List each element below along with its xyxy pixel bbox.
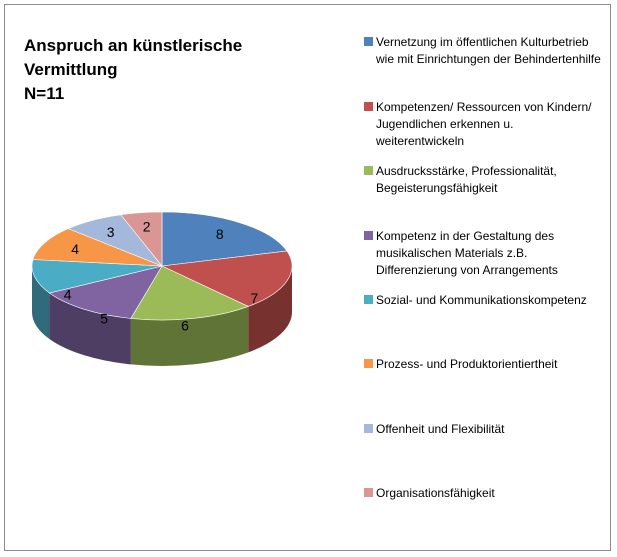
chart-title-line-2: Vermittlung [24, 60, 118, 79]
legend-swatch [364, 166, 373, 175]
legend-label: Ausdrucksstärke, Professionalität, Begeisterungsfähigkeit [376, 164, 557, 195]
chart-title-line-3: N=11 [24, 84, 65, 103]
legend-label: Sozial- und Kommunikationskompetenz [376, 293, 587, 307]
pie-data-label: 4 [63, 286, 72, 303]
pie-data-label: 3 [106, 224, 115, 241]
pie-data-label: 6 [181, 317, 189, 334]
legend-label: Vernetzung im öffentlichen Kulturbetrieb wie mit Einrichtungen der Behindertenhilfe [376, 35, 601, 66]
legend-label: Prozess- und Produktorientiertheit [376, 357, 558, 371]
chart-title-line-1: Anspruch an künstlerische [24, 36, 243, 55]
legend-label: Offenheit und Flexibilität [376, 422, 505, 436]
legend [362, 0, 602, 557]
legend-swatch [364, 102, 373, 111]
legend-swatch [364, 295, 373, 304]
pie-data-label: 5 [100, 310, 109, 327]
pie-data-label: 8 [215, 226, 224, 243]
legend-swatch [364, 488, 373, 497]
legend-swatch [364, 37, 373, 46]
legend-swatch [364, 424, 373, 433]
pie-data-label: 7 [250, 289, 259, 306]
pie-data-label: 2 [142, 218, 151, 235]
pie-data-label: 4 [71, 240, 79, 257]
legend-swatch [364, 231, 373, 240]
legend-label: Kompetenzen/ Ressourcen von Kindern/ Jugendlichen erkennen u. weiterentwickeln [376, 100, 592, 148]
legend-label: Kompetenz in der Gestaltung des musikalischen Materials z.B. Differenzierung von Arrangements [376, 229, 558, 277]
legend-label: Organisationsfähigkeit [376, 486, 495, 500]
legend-swatch [364, 359, 373, 368]
